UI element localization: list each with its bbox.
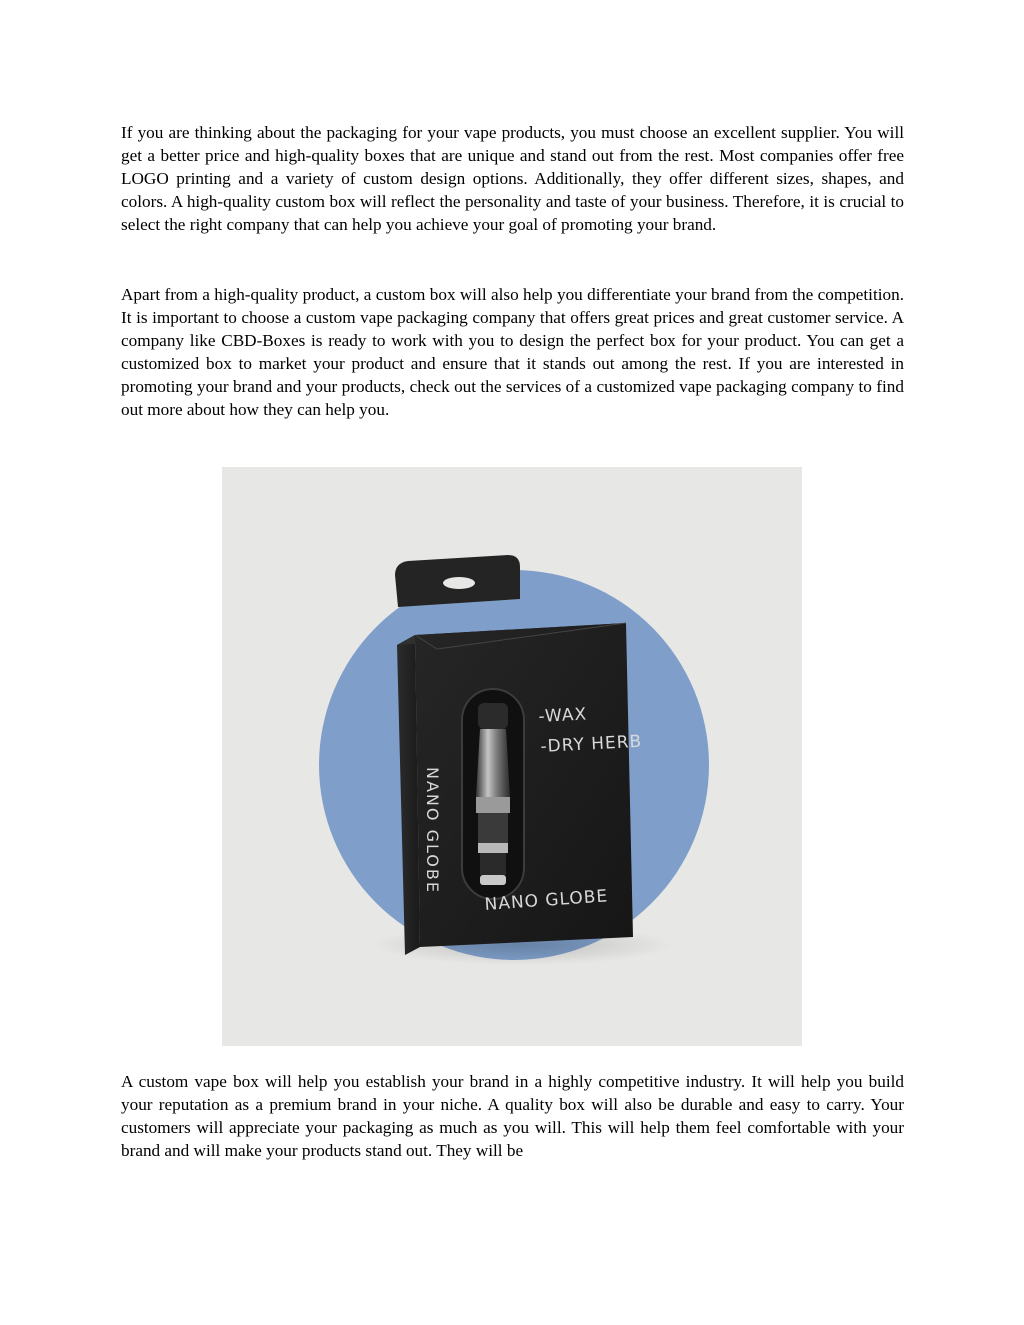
box-label-wax: -WAX bbox=[538, 704, 588, 727]
paragraph: If you are thinking about the packaging for your vape products, you must choose an excellent supplier. You will get a better price and high-quality boxes that are unique and stand out from the rest. Most companies offer free LOGO printing and a variety of custom design options. Additionally, they offer different sizes, shapes, and colors. A high-quality custom box will reflect the personality and taste of your business. Therefore, it is crucial to select the right company that can help you achieve your goal of promoting your brand. bbox=[121, 123, 904, 235]
paragraph: Apart from a high-quality product, a custom box will also help you differentiate your brand from the competition. It is important to choose a custom vape packaging company that offers great prices and great customer service. A company like CBD-Boxes is ready to work with you to design the perfect box for your product. You can get a customized box to market your product and ensure that it stands out among the rest. If you are interested in promoting your brand and your products, check out the services of a customized vape packaging company to find out more about how they can help you. bbox=[121, 285, 904, 420]
box-brand-side: NANO GLOBE bbox=[423, 767, 442, 894]
paragraph: A custom vape box will help you establish your brand in a highly competitive industry. It will help you build your reputation as a premium brand in your niche. A quality box will also be durable and easy to carry. Your customers will appreciate your packaging as much as you will. This will help them feel comfortable with your brand and will make your products stand out. They will be bbox=[121, 1072, 904, 1161]
product-image bbox=[222, 467, 802, 1046]
vape-device bbox=[476, 703, 510, 885]
box-label-dry-herb: -DRY HERB bbox=[540, 731, 643, 757]
box-brand-front: NANO GLOBE bbox=[484, 886, 609, 915]
